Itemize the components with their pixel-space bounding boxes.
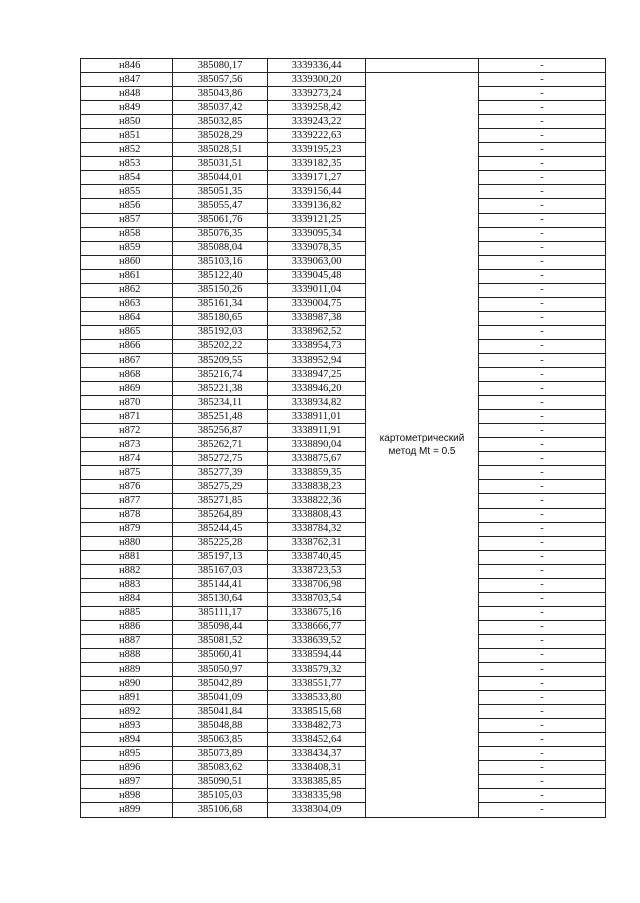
point-id-cell: н894 [81, 733, 173, 747]
y-coordinate-cell: 3338579,32 [268, 663, 366, 677]
table-row [81, 297, 606, 311]
y-coordinate-cell: 3338946,20 [268, 382, 366, 396]
point-id-cell: н879 [81, 522, 173, 536]
point-id-cell: н884 [81, 592, 173, 606]
point-id-cell: н863 [81, 297, 173, 311]
y-coordinate-cell: 3338385,85 [268, 775, 366, 789]
note-cell: - [479, 382, 606, 396]
y-coordinate-cell: 3338954,73 [268, 339, 366, 353]
note-cell: - [479, 480, 606, 494]
note-cell: - [479, 227, 606, 241]
note-cell: - [479, 87, 606, 101]
x-coordinate-cell: 385262,71 [173, 438, 268, 452]
x-coordinate-cell: 385234,11 [173, 396, 268, 410]
table-row [81, 382, 606, 396]
note-cell: - [479, 157, 606, 171]
y-coordinate-cell: 3338408,31 [268, 761, 366, 775]
y-coordinate-cell: 3339136,82 [268, 199, 366, 213]
point-id-cell: н853 [81, 157, 173, 171]
x-coordinate-cell: 385028,51 [173, 143, 268, 157]
point-id-cell: н861 [81, 269, 173, 283]
note-cell: - [479, 719, 606, 733]
note-cell: - [479, 550, 606, 564]
x-coordinate-cell: 385057,56 [173, 73, 268, 87]
point-id-cell: н850 [81, 115, 173, 129]
point-id-cell: н860 [81, 255, 173, 269]
table-row [81, 227, 606, 241]
x-coordinate-cell: 385251,48 [173, 410, 268, 424]
y-coordinate-cell: 3338911,01 [268, 410, 366, 424]
x-coordinate-cell: 385055,47 [173, 199, 268, 213]
table-row [81, 115, 606, 129]
x-coordinate-cell: 385130,64 [173, 592, 268, 606]
y-coordinate-cell: 3338890,04 [268, 438, 366, 452]
point-id-cell: н851 [81, 129, 173, 143]
y-coordinate-cell: 3338740,45 [268, 550, 366, 564]
x-coordinate-cell: 385180,65 [173, 311, 268, 325]
table-row [81, 311, 606, 325]
table-row [81, 761, 606, 775]
x-coordinate-cell: 385161,34 [173, 297, 268, 311]
note-cell: - [479, 648, 606, 662]
point-id-cell: н888 [81, 648, 173, 662]
table-row [81, 213, 606, 227]
point-id-cell: н870 [81, 396, 173, 410]
x-coordinate-cell: 385083,62 [173, 761, 268, 775]
x-coordinate-cell: 385031,51 [173, 157, 268, 171]
point-id-cell: н847 [81, 73, 173, 87]
note-cell: - [479, 494, 606, 508]
note-cell: - [479, 269, 606, 283]
point-id-cell: н876 [81, 480, 173, 494]
x-coordinate-cell: 385111,17 [173, 606, 268, 620]
point-id-cell: н887 [81, 634, 173, 648]
x-coordinate-cell: 385202,22 [173, 339, 268, 353]
x-coordinate-cell: 385076,35 [173, 227, 268, 241]
table-row [81, 803, 606, 817]
y-coordinate-cell: 3338859,35 [268, 466, 366, 480]
note-cell: - [479, 311, 606, 325]
table-row [81, 592, 606, 606]
note-cell: - [479, 129, 606, 143]
point-id-cell: н878 [81, 508, 173, 522]
y-coordinate-cell: 3339045,48 [268, 269, 366, 283]
y-coordinate-cell: 3338934,82 [268, 396, 366, 410]
point-id-cell: н871 [81, 410, 173, 424]
point-id-cell: н856 [81, 199, 173, 213]
note-cell: - [479, 424, 606, 438]
note-cell: - [479, 663, 606, 677]
y-coordinate-cell: 3339273,24 [268, 87, 366, 101]
note-cell: - [479, 634, 606, 648]
table-row [81, 438, 606, 452]
x-coordinate-cell: 385041,84 [173, 705, 268, 719]
note-cell: - [479, 185, 606, 199]
table-row [81, 550, 606, 564]
y-coordinate-cell: 3338533,80 [268, 691, 366, 705]
note-cell: - [479, 255, 606, 269]
table-row [81, 171, 606, 185]
table-row [81, 466, 606, 480]
note-cell: - [479, 775, 606, 789]
x-coordinate-cell: 385042,89 [173, 677, 268, 691]
y-coordinate-cell: 3339182,35 [268, 157, 366, 171]
point-id-cell: н848 [81, 87, 173, 101]
table-row [81, 339, 606, 353]
note-cell: - [479, 213, 606, 227]
point-id-cell: н883 [81, 578, 173, 592]
x-coordinate-cell: 385063,85 [173, 733, 268, 747]
y-coordinate-cell: 3339222,63 [268, 129, 366, 143]
y-coordinate-cell: 3339011,04 [268, 283, 366, 297]
table-row [81, 101, 606, 115]
y-coordinate-cell: 3338808,43 [268, 508, 366, 522]
point-id-cell: н882 [81, 564, 173, 578]
table-row [81, 522, 606, 536]
point-id-cell: н862 [81, 283, 173, 297]
point-id-cell: н872 [81, 424, 173, 438]
note-cell: - [479, 410, 606, 424]
x-coordinate-cell: 385048,88 [173, 719, 268, 733]
table-row [81, 396, 606, 410]
note-cell: - [479, 536, 606, 550]
y-coordinate-cell: 3339078,35 [268, 241, 366, 255]
point-id-cell: н890 [81, 677, 173, 691]
x-coordinate-cell: 385060,41 [173, 648, 268, 662]
point-id-cell: н859 [81, 241, 173, 255]
x-coordinate-cell: 385271,85 [173, 494, 268, 508]
x-coordinate-cell: 385081,52 [173, 634, 268, 648]
y-coordinate-cell: 3338962,52 [268, 325, 366, 339]
x-coordinate-cell: 385105,03 [173, 789, 268, 803]
point-id-cell: н893 [81, 719, 173, 733]
table-row [81, 691, 606, 705]
table-row [81, 494, 606, 508]
y-coordinate-cell: 3338706,98 [268, 578, 366, 592]
x-coordinate-cell: 385275,29 [173, 480, 268, 494]
y-coordinate-cell: 3338911,91 [268, 424, 366, 438]
y-coordinate-cell: 3338594,44 [268, 648, 366, 662]
y-coordinate-cell: 3338723,53 [268, 564, 366, 578]
y-coordinate-cell: 3338675,16 [268, 606, 366, 620]
x-coordinate-cell: 385090,51 [173, 775, 268, 789]
x-coordinate-cell: 385209,55 [173, 353, 268, 367]
note-cell: - [479, 452, 606, 466]
note-cell: - [479, 803, 606, 817]
note-cell: - [479, 747, 606, 761]
table-row [81, 424, 606, 438]
note-cell: - [479, 59, 606, 73]
table-row [81, 634, 606, 648]
point-id-cell: н892 [81, 705, 173, 719]
table-row [81, 789, 606, 803]
point-id-cell: н896 [81, 761, 173, 775]
note-cell: - [479, 606, 606, 620]
table-row [81, 241, 606, 255]
x-coordinate-cell: 385225,28 [173, 536, 268, 550]
x-coordinate-cell: 385073,89 [173, 747, 268, 761]
y-coordinate-cell: 3338304,09 [268, 803, 366, 817]
y-coordinate-cell: 3339336,44 [268, 59, 366, 73]
point-id-cell: н898 [81, 789, 173, 803]
method-cell-top [366, 59, 479, 73]
x-coordinate-cell: 385051,35 [173, 185, 268, 199]
point-id-cell: н866 [81, 339, 173, 353]
y-coordinate-cell: 3338952,94 [268, 353, 366, 367]
note-cell: - [479, 115, 606, 129]
note-cell: - [479, 339, 606, 353]
y-coordinate-cell: 3338838,23 [268, 480, 366, 494]
y-coordinate-cell: 3339171,27 [268, 171, 366, 185]
x-coordinate-cell: 385106,68 [173, 803, 268, 817]
table-row [81, 73, 606, 87]
y-coordinate-cell: 3339063,00 [268, 255, 366, 269]
x-coordinate-cell: 385216,74 [173, 368, 268, 382]
table-row [81, 129, 606, 143]
x-coordinate-cell: 385080,17 [173, 59, 268, 73]
point-id-cell: н846 [81, 59, 173, 73]
x-coordinate-cell: 385221,38 [173, 382, 268, 396]
x-coordinate-cell: 385192,03 [173, 325, 268, 339]
y-coordinate-cell: 3339004,75 [268, 297, 366, 311]
point-id-cell: н864 [81, 311, 173, 325]
x-coordinate-cell: 385244,45 [173, 522, 268, 536]
y-coordinate-cell: 3339156,44 [268, 185, 366, 199]
y-coordinate-cell: 3339121,25 [268, 213, 366, 227]
note-cell: - [479, 564, 606, 578]
x-coordinate-cell: 385028,29 [173, 129, 268, 143]
note-cell: - [479, 143, 606, 157]
y-coordinate-cell: 3338703,54 [268, 592, 366, 606]
x-coordinate-cell: 385044,01 [173, 171, 268, 185]
table-row [81, 733, 606, 747]
y-coordinate-cell: 3339258,42 [268, 101, 366, 115]
point-id-cell: н868 [81, 368, 173, 382]
x-coordinate-cell: 385050,97 [173, 663, 268, 677]
table-row [81, 410, 606, 424]
point-id-cell: н897 [81, 775, 173, 789]
note-cell: - [479, 171, 606, 185]
y-coordinate-cell: 3338666,77 [268, 620, 366, 634]
table-row [81, 59, 606, 73]
y-coordinate-cell: 3338784,32 [268, 522, 366, 536]
x-coordinate-cell: 385103,16 [173, 255, 268, 269]
table-row [81, 87, 606, 101]
table-row [81, 578, 606, 592]
y-coordinate-cell: 3339195,23 [268, 143, 366, 157]
table-row [81, 368, 606, 382]
note-cell: - [479, 508, 606, 522]
y-coordinate-cell: 3338482,73 [268, 719, 366, 733]
point-id-cell: н874 [81, 452, 173, 466]
note-cell: - [479, 241, 606, 255]
y-coordinate-cell: 3338762,31 [268, 536, 366, 550]
point-id-cell: н886 [81, 620, 173, 634]
note-cell: - [479, 705, 606, 719]
x-coordinate-cell: 385144,41 [173, 578, 268, 592]
point-id-cell: н849 [81, 101, 173, 115]
y-coordinate-cell: 3338822,36 [268, 494, 366, 508]
x-coordinate-cell: 385043,86 [173, 87, 268, 101]
point-id-cell: н881 [81, 550, 173, 564]
x-coordinate-cell: 385041,09 [173, 691, 268, 705]
point-id-cell: н852 [81, 143, 173, 157]
point-id-cell: н891 [81, 691, 173, 705]
note-cell: - [479, 199, 606, 213]
table-row [81, 255, 606, 269]
table-row [81, 185, 606, 199]
point-id-cell: н869 [81, 382, 173, 396]
note-cell: - [479, 297, 606, 311]
x-coordinate-cell: 385277,39 [173, 466, 268, 480]
table-row [81, 143, 606, 157]
point-id-cell: н873 [81, 438, 173, 452]
coordinates-table [80, 58, 606, 818]
point-id-cell: н858 [81, 227, 173, 241]
method-cell: картометрический метод Mt = 0.5 [366, 73, 479, 817]
table-row [81, 508, 606, 522]
table-row [81, 283, 606, 297]
table-row [81, 775, 606, 789]
table-row [81, 325, 606, 339]
note-cell: - [479, 620, 606, 634]
table-row [81, 536, 606, 550]
y-coordinate-cell: 3338335,98 [268, 789, 366, 803]
note-cell: - [479, 396, 606, 410]
x-coordinate-cell: 385272,75 [173, 452, 268, 466]
note-cell: - [479, 101, 606, 115]
table-row [81, 648, 606, 662]
y-coordinate-cell: 3338987,38 [268, 311, 366, 325]
y-coordinate-cell: 3338639,52 [268, 634, 366, 648]
note-cell: - [479, 691, 606, 705]
note-cell: - [479, 438, 606, 452]
y-coordinate-cell: 3338947,25 [268, 368, 366, 382]
table-row [81, 705, 606, 719]
point-id-cell: н880 [81, 536, 173, 550]
x-coordinate-cell: 385061,76 [173, 213, 268, 227]
point-id-cell: н854 [81, 171, 173, 185]
note-cell: - [479, 733, 606, 747]
note-cell: - [479, 761, 606, 775]
x-coordinate-cell: 385197,13 [173, 550, 268, 564]
table-row [81, 480, 606, 494]
table-row [81, 564, 606, 578]
table-row [81, 606, 606, 620]
point-id-cell: н867 [81, 353, 173, 367]
note-cell: - [479, 325, 606, 339]
note-cell: - [479, 677, 606, 691]
point-id-cell: н895 [81, 747, 173, 761]
y-coordinate-cell: 3338875,67 [268, 452, 366, 466]
note-cell: - [479, 353, 606, 367]
y-coordinate-cell: 3339243,22 [268, 115, 366, 129]
table-row [81, 157, 606, 171]
note-cell: - [479, 283, 606, 297]
table-row [81, 199, 606, 213]
x-coordinate-cell: 385032,85 [173, 115, 268, 129]
x-coordinate-cell: 385037,42 [173, 101, 268, 115]
note-cell: - [479, 578, 606, 592]
x-coordinate-cell: 385256,87 [173, 424, 268, 438]
x-coordinate-cell: 385167,03 [173, 564, 268, 578]
x-coordinate-cell: 385264,89 [173, 508, 268, 522]
table-row [81, 620, 606, 634]
point-id-cell: н877 [81, 494, 173, 508]
note-cell: - [479, 789, 606, 803]
table-row [81, 452, 606, 466]
note-cell: - [479, 73, 606, 87]
point-id-cell: н889 [81, 663, 173, 677]
table-row [81, 677, 606, 691]
y-coordinate-cell: 3339095,34 [268, 227, 366, 241]
x-coordinate-cell: 385122,40 [173, 269, 268, 283]
x-coordinate-cell: 385150,26 [173, 283, 268, 297]
x-coordinate-cell: 385088,04 [173, 241, 268, 255]
point-id-cell: н865 [81, 325, 173, 339]
point-id-cell: н899 [81, 803, 173, 817]
point-id-cell: н875 [81, 466, 173, 480]
table-row [81, 353, 606, 367]
y-coordinate-cell: 3339300,20 [268, 73, 366, 87]
note-cell: - [479, 522, 606, 536]
y-coordinate-cell: 3338434,37 [268, 747, 366, 761]
point-id-cell: н885 [81, 606, 173, 620]
coordinates-table-body [81, 59, 606, 818]
point-id-cell: н855 [81, 185, 173, 199]
y-coordinate-cell: 3338515,68 [268, 705, 366, 719]
note-cell: - [479, 592, 606, 606]
y-coordinate-cell: 3338551,77 [268, 677, 366, 691]
note-cell: - [479, 368, 606, 382]
point-id-cell: н857 [81, 213, 173, 227]
note-cell: - [479, 466, 606, 480]
x-coordinate-cell: 385098,44 [173, 620, 268, 634]
y-coordinate-cell: 3338452,64 [268, 733, 366, 747]
table-row [81, 747, 606, 761]
table-row [81, 663, 606, 677]
table-row [81, 269, 606, 283]
table-row [81, 719, 606, 733]
